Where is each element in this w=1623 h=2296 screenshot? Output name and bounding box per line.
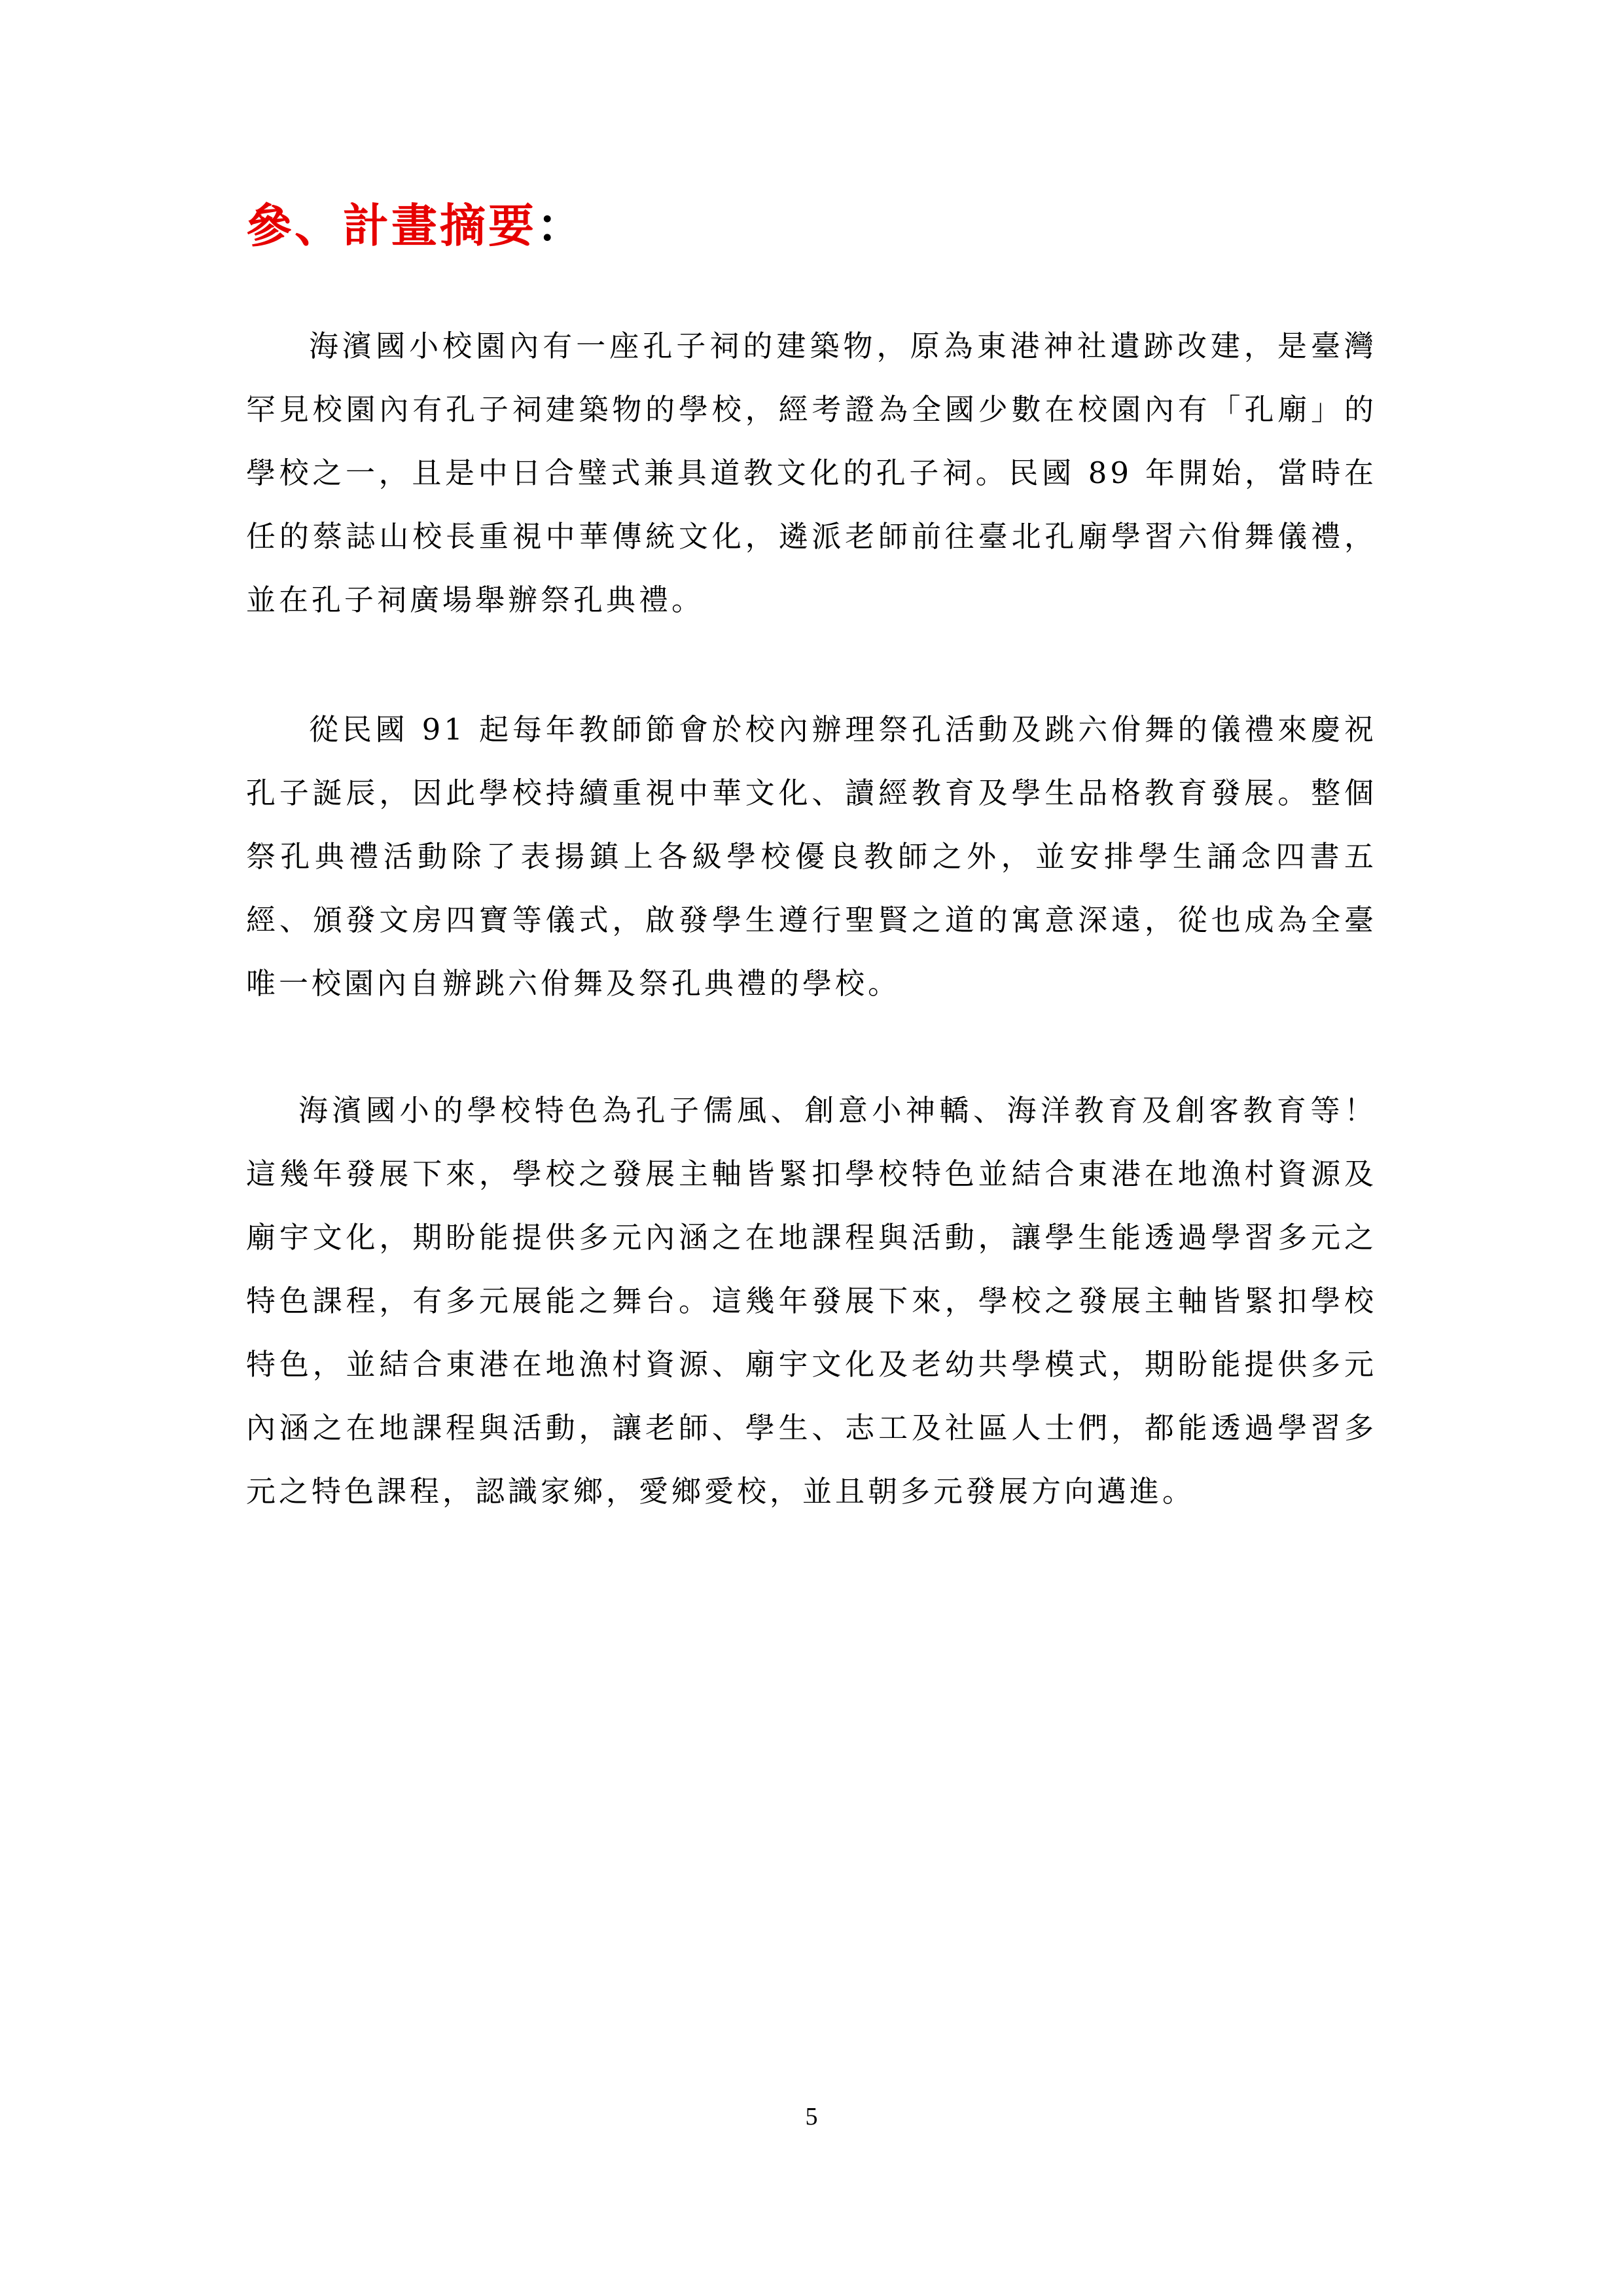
summary-paragraph-2: 從民國 91 起每年教師節會於校內辦理祭孔活動及跳六佾舞的儀禮來慶祝孔子誕辰，因此學校持續重視中華文化、讀經教育及學生品格教育發展。整個祭孔典禮活動除了表揚鎮上各級學校優良教師之外，並安排學生誦念四書五經、頒發文房四寶等儀式，啟發學生遵行聖賢之道的寓意深遠，從也成為全臺唯一校園內自辦跳六佾舞及祭孔典禮的學校。 (246, 712, 1377, 1001)
page-number: 5 (805, 2103, 818, 2130)
summary-paragraph-1: 海濱國小校園內有一座孔子祠的建築物，原為東港神社遺跡改建，是臺灣罕見校園內有孔子祠建築物的學校，經考證為全國少數在校園內有「孔廟」的學校之一，且是中日合璧式兼具道教文化的孔子祠。民國 89 年開始，當時在任的蔡誌山校長重視中華傳統文化，遴派老師前往臺北孔廟學習六佾舞儀禮，並在孔子祠廣場舉辦祭孔典禮。 (246, 329, 1377, 617)
section-heading-colon: ： (537, 198, 585, 253)
section-heading (246, 198, 585, 253)
summary-paragraph-3: 海濱國小的學校特色為孔子儒風、創意小神轎、海洋教育及創客教育等！這幾年發展下來，學校之發展主軸皆緊扣學校特色並結合東港在地漁村資源及廟宇文化，期盼能提供多元內涵之在地課程與活動，讓學生能透過學習多元之特色課程，有多元展能之舞台。這幾年發展下來，學校之發展主軸皆緊扣學校特色，並結合東港在地漁村資源、廟宇文化及老幼共學模式，期盼能提供多元內涵之在地課程與活動，讓老師、學生、志工及社區人士們，都能透過學習多元之特色課程，認識家鄉，愛鄉愛校，並且朝多元發展方向邁進。 (246, 1093, 1377, 1509)
section-heading-title: 參、計畫摘要 (246, 198, 537, 253)
